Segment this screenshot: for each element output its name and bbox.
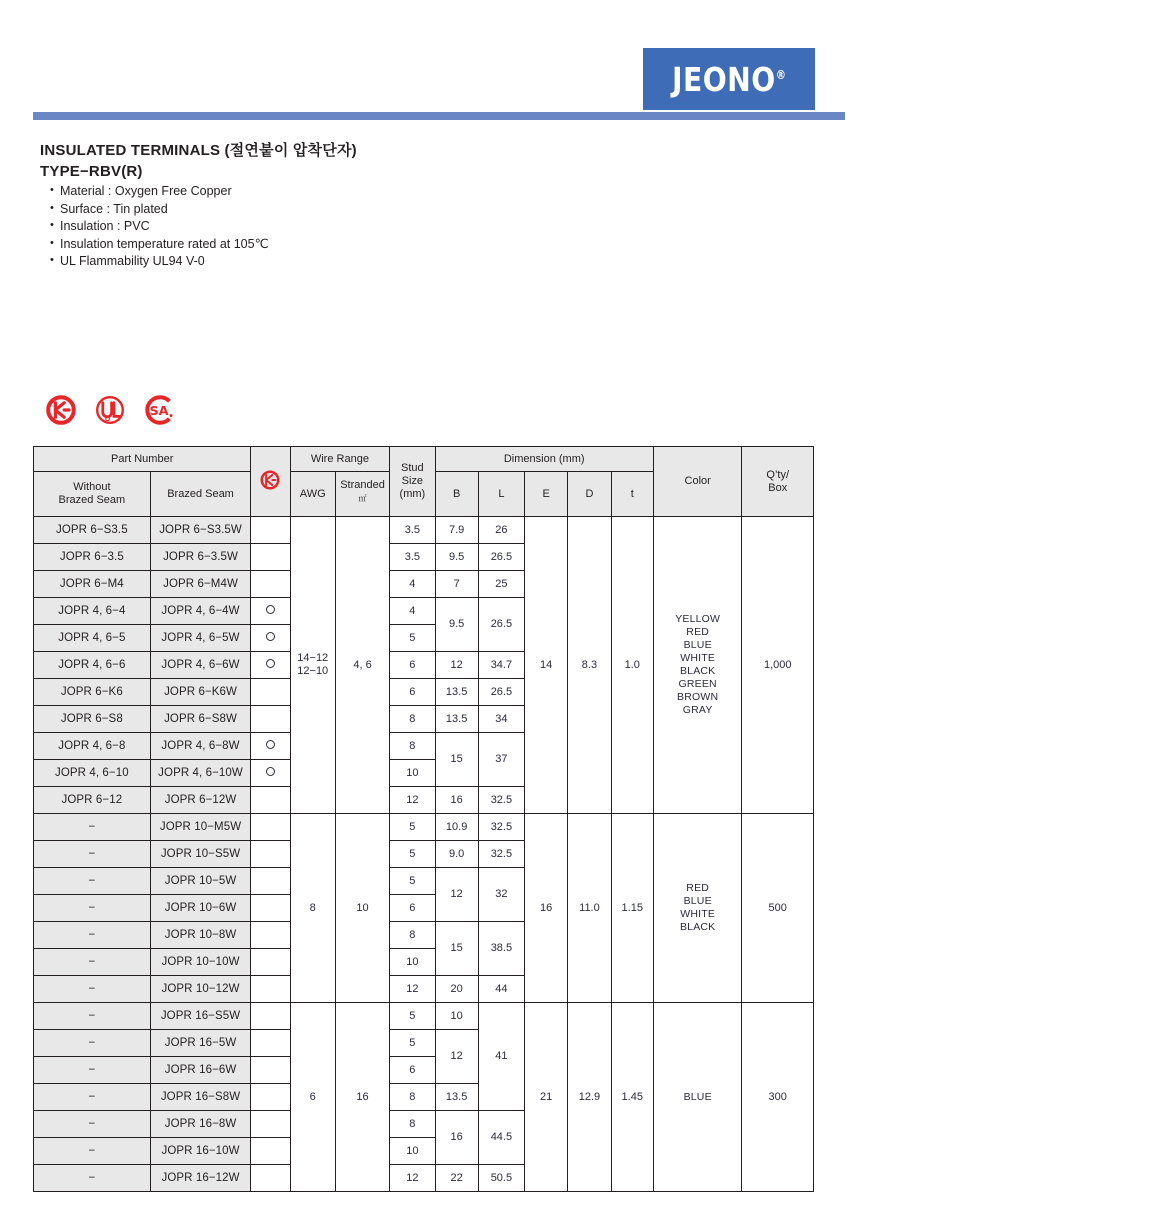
- color-name: BROWN: [677, 691, 719, 703]
- column-header-part-number: Part Number: [34, 447, 251, 472]
- cell-dim-l: 50.5: [478, 1165, 524, 1192]
- cell-k-mark: [251, 571, 290, 598]
- cell-stud-size: 5: [390, 814, 435, 841]
- cell-brazed-seam: JOPR 4, 6−10W: [150, 760, 251, 787]
- cell-without-brazed-seam: −: [34, 1057, 151, 1084]
- cell-stud-size: 6: [390, 1057, 435, 1084]
- color-name: BLACK: [679, 665, 716, 677]
- cell-dim-b: 12: [435, 1030, 478, 1084]
- cell-dim-d: 11.0: [568, 814, 611, 1003]
- cell-brazed-seam: JOPR 16−8W: [150, 1111, 251, 1138]
- awg-line-2: 12−10: [297, 665, 329, 677]
- color-name: WHITE: [680, 908, 716, 920]
- ul-certification-icon: [94, 394, 126, 426]
- cell-without-brazed-seam: JOPR 6−K6: [34, 679, 151, 706]
- cell-dim-b: 20: [435, 976, 478, 1003]
- color-name: BLUE: [683, 639, 712, 651]
- column-header-awg: AWG: [290, 472, 335, 517]
- k-mark-icon: [259, 469, 281, 491]
- cell-without-brazed-seam: −: [34, 1165, 151, 1192]
- cell-dim-b: 13.5: [435, 706, 478, 733]
- cell-stud-size: 10: [390, 949, 435, 976]
- cell-dim-l: 37: [478, 733, 524, 787]
- without-brazed-line-1: Without: [73, 481, 111, 493]
- cell-stud-size: 8: [390, 706, 435, 733]
- cell-k-mark: [251, 679, 290, 706]
- cell-brazed-seam: JOPR 10−5W: [150, 868, 251, 895]
- cell-without-brazed-seam: JOPR 4, 6−6: [34, 652, 151, 679]
- cell-dim-l: 32.5: [478, 841, 524, 868]
- cell-dim-b: 9.5: [435, 598, 478, 652]
- cell-dim-l: 41: [478, 1003, 524, 1111]
- color-name: GREEN: [678, 678, 717, 690]
- spec-bullet-list: [40, 183, 680, 271]
- cell-k-mark: [251, 895, 290, 922]
- cell-without-brazed-seam: JOPR 4, 6−4: [34, 598, 151, 625]
- cell-stud-size: 10: [390, 1138, 435, 1165]
- cell-dim-l: 44.5: [478, 1111, 524, 1165]
- cell-without-brazed-seam: −: [34, 1111, 151, 1138]
- cell-dim-l: 25: [478, 571, 524, 598]
- cell-without-brazed-seam: JOPR 4, 6−10: [34, 760, 151, 787]
- cell-brazed-seam: JOPR 6−K6W: [150, 679, 251, 706]
- cell-without-brazed-seam: JOPR 4, 6−8: [34, 733, 151, 760]
- cell-dim-l: 32.5: [478, 787, 524, 814]
- cell-dim-l: 34: [478, 706, 524, 733]
- awg-line-1: 8: [309, 901, 316, 914]
- cell-dim-l: 26.5: [478, 598, 524, 652]
- k-mark-circle-icon: [266, 605, 275, 614]
- cell-color: [653, 814, 742, 1003]
- list-item: • Surface : Tin plated: [50, 201, 680, 219]
- cell-dim-b: 9.5: [435, 544, 478, 571]
- cell-without-brazed-seam: JOPR 6−S3.5: [34, 517, 151, 544]
- cell-dim-t: 1.0: [611, 517, 653, 814]
- list-item: • UL Flammability UL94 V-0: [50, 253, 680, 271]
- cell-awg: [290, 517, 335, 814]
- cell-without-brazed-seam: −: [34, 841, 151, 868]
- cell-dim-d: 8.3: [568, 517, 611, 814]
- cell-dim-b: 16: [435, 787, 478, 814]
- column-header-dim-e: E: [525, 472, 568, 517]
- cell-qty-box: 500: [742, 814, 814, 1003]
- cell-k-mark: [251, 1138, 290, 1165]
- cell-dim-l: 34.7: [478, 652, 524, 679]
- cell-brazed-seam: JOPR 4, 6−8W: [150, 733, 251, 760]
- stud-size-line-2: Size: [401, 475, 424, 487]
- k-mark-circle-icon: [266, 632, 275, 641]
- cell-without-brazed-seam: −: [34, 1030, 151, 1057]
- cell-qty-box: 300: [742, 1003, 814, 1192]
- cell-dim-l: 44: [478, 976, 524, 1003]
- cell-dim-l: 32.5: [478, 814, 524, 841]
- cell-stud-size: 5: [390, 1003, 435, 1030]
- cell-dim-b: 16: [435, 1111, 478, 1165]
- csa-certification-icon: [143, 394, 175, 426]
- list-item: • Material : Oxygen Free Copper: [50, 183, 680, 201]
- cell-brazed-seam: JOPR 10−M5W: [150, 814, 251, 841]
- cell-brazed-seam: JOPR 4, 6−6W: [150, 652, 251, 679]
- column-header-without-brazed-seam: [34, 472, 151, 517]
- specification-table: [33, 446, 814, 1192]
- cell-dim-b: 13.5: [435, 679, 478, 706]
- cell-without-brazed-seam: JOPR 4, 6−5: [34, 625, 151, 652]
- color-name: WHITE: [680, 652, 716, 664]
- column-header-dim-t: t: [611, 472, 653, 517]
- color-name: RED: [686, 626, 710, 638]
- cell-k-mark: [251, 814, 290, 841]
- cell-stud-size: 8: [390, 922, 435, 949]
- column-header-qty-box: [742, 447, 814, 517]
- cell-k-mark: [251, 1165, 290, 1192]
- cell-stranded: 10: [335, 814, 389, 1003]
- cell-color: [653, 1003, 742, 1192]
- color-name: RED: [686, 882, 710, 894]
- cell-stranded: 16: [335, 1003, 389, 1192]
- cell-brazed-seam: JOPR 16−5W: [150, 1030, 251, 1057]
- cell-without-brazed-seam: −: [34, 895, 151, 922]
- cell-dim-b: 9.0: [435, 841, 478, 868]
- table-row: [34, 814, 814, 841]
- cell-k-mark: [251, 733, 290, 760]
- stud-size-line-3: (mm): [399, 488, 426, 500]
- color-name: YELLOW: [675, 613, 721, 625]
- color-name: BLUE: [683, 895, 712, 907]
- cell-without-brazed-seam: −: [34, 949, 151, 976]
- cell-dim-e: 14: [525, 517, 568, 814]
- cell-dim-b: 13.5: [435, 1084, 478, 1111]
- cell-brazed-seam: JOPR 6−S3.5W: [150, 517, 251, 544]
- cell-brazed-seam: JOPR 4, 6−4W: [150, 598, 251, 625]
- cell-brazed-seam: JOPR 16−10W: [150, 1138, 251, 1165]
- cell-stud-size: 6: [390, 652, 435, 679]
- cell-brazed-seam: JOPR 10−6W: [150, 895, 251, 922]
- table-row: [34, 1003, 814, 1030]
- cell-dim-b: 7: [435, 571, 478, 598]
- cell-color: [653, 517, 742, 814]
- color-name: BLUE: [683, 1090, 712, 1103]
- list-item: • Insulation temperature rated at 105℃: [50, 236, 680, 254]
- cell-k-mark: [251, 868, 290, 895]
- cell-brazed-seam: JOPR 10−8W: [150, 922, 251, 949]
- cell-k-mark: [251, 787, 290, 814]
- column-header-dimension: Dimension (mm): [435, 447, 653, 472]
- cell-brazed-seam: JOPR 16−S5W: [150, 1003, 251, 1030]
- cell-without-brazed-seam: −: [34, 868, 151, 895]
- cell-without-brazed-seam: −: [34, 1138, 151, 1165]
- column-header-dim-b: B: [435, 472, 478, 517]
- cell-dim-b: 22: [435, 1165, 478, 1192]
- cell-dim-l: 26: [478, 517, 524, 544]
- registered-trademark-icon: ®: [775, 67, 787, 82]
- color-name: GRAY: [682, 704, 713, 716]
- table-header: [34, 447, 814, 517]
- awg-line-1: 6: [309, 1090, 316, 1103]
- qty-box-line-1: Q’ty/: [766, 468, 790, 481]
- cell-k-mark: [251, 1057, 290, 1084]
- cell-k-mark: [251, 652, 290, 679]
- stranded-unit: ㎡: [358, 493, 367, 503]
- cell-dim-l: 26.5: [478, 679, 524, 706]
- cell-k-mark: [251, 1030, 290, 1057]
- cell-stud-size: 5: [390, 841, 435, 868]
- cell-stud-size: 5: [390, 625, 435, 652]
- cell-qty-box: 1,000: [742, 517, 814, 814]
- cell-brazed-seam: JOPR 6−S8W: [150, 706, 251, 733]
- cell-k-mark: [251, 544, 290, 571]
- awg-line-1: 14−12: [297, 652, 329, 664]
- k-mark-circle-icon: [266, 740, 275, 749]
- cell-without-brazed-seam: −: [34, 814, 151, 841]
- cell-k-mark: [251, 598, 290, 625]
- cell-stud-size: 6: [390, 895, 435, 922]
- color-name: BLACK: [679, 921, 716, 933]
- cell-without-brazed-seam: JOPR 6−3.5: [34, 544, 151, 571]
- cell-without-brazed-seam: JOPR 6−M4: [34, 571, 151, 598]
- cell-brazed-seam: JOPR 16−S8W: [150, 1084, 251, 1111]
- cell-stud-size: 12: [390, 787, 435, 814]
- cell-brazed-seam: JOPR 10−12W: [150, 976, 251, 1003]
- column-header-dim-l: L: [478, 472, 524, 517]
- certification-marks-row: [45, 394, 175, 426]
- cell-k-mark: [251, 706, 290, 733]
- cell-k-mark: [251, 1003, 290, 1030]
- without-brazed-line-2: Brazed Seam: [58, 494, 126, 506]
- cell-dim-b: 10.9: [435, 814, 478, 841]
- cell-brazed-seam: JOPR 6−3.5W: [150, 544, 251, 571]
- table-header-row-1: [34, 447, 814, 472]
- stud-size-line-1: Stud: [401, 462, 424, 474]
- cell-dim-b: 12: [435, 652, 478, 679]
- cell-k-mark: [251, 841, 290, 868]
- column-header-color: Color: [653, 447, 742, 517]
- cell-dim-e: 21: [525, 1003, 568, 1192]
- cell-brazed-seam: JOPR 10−S5W: [150, 841, 251, 868]
- cell-brazed-seam: JOPR 10−10W: [150, 949, 251, 976]
- cell-k-mark: [251, 625, 290, 652]
- cell-stranded: 4, 6: [335, 517, 389, 814]
- cell-dim-t: 1.15: [611, 814, 653, 1003]
- product-spec-block: [40, 140, 680, 271]
- cell-dim-b: 7.9: [435, 517, 478, 544]
- cell-k-mark: [251, 517, 290, 544]
- cell-k-mark: [251, 922, 290, 949]
- table-row: [34, 517, 814, 544]
- cell-dim-e: 16: [525, 814, 568, 1003]
- cell-without-brazed-seam: −: [34, 1003, 151, 1030]
- cell-stud-size: 12: [390, 976, 435, 1003]
- cell-dim-l: 32: [478, 868, 524, 922]
- cell-brazed-seam: JOPR 4, 6−5W: [150, 625, 251, 652]
- cell-dim-b: 15: [435, 922, 478, 976]
- cell-without-brazed-seam: JOPR 6−12: [34, 787, 151, 814]
- column-header-stud-size: [390, 447, 435, 517]
- k-mark-circle-icon: [266, 659, 275, 668]
- brand-logo: [643, 48, 815, 110]
- cell-stud-size: 10: [390, 760, 435, 787]
- cell-dim-l: 26.5: [478, 544, 524, 571]
- cell-stud-size: 8: [390, 1111, 435, 1138]
- cell-dim-b: 15: [435, 733, 478, 787]
- cell-without-brazed-seam: −: [34, 922, 151, 949]
- brand-logo-text: [671, 59, 787, 99]
- cell-stud-size: 4: [390, 598, 435, 625]
- brand-name: JEONO: [671, 59, 776, 99]
- k-mark-circle-icon: [266, 767, 275, 776]
- page-title: INSULATED TERMINALS (절연붙이 압착단자): [40, 142, 357, 159]
- svg-text:SA: SA: [149, 403, 169, 419]
- product-type-label: TYPE−RBV(R): [40, 163, 143, 180]
- cell-stud-size: 4: [390, 571, 435, 598]
- cell-k-mark: [251, 760, 290, 787]
- cell-brazed-seam: JOPR 16−12W: [150, 1165, 251, 1192]
- cell-awg: [290, 814, 335, 1003]
- cell-stud-size: 3.5: [390, 544, 435, 571]
- cell-stud-size: 5: [390, 868, 435, 895]
- column-header-dim-d: D: [568, 472, 611, 517]
- cell-stud-size: 3.5: [390, 517, 435, 544]
- cell-without-brazed-seam: −: [34, 976, 151, 1003]
- qty-box-line-2: Box: [768, 481, 788, 494]
- cell-brazed-seam: JOPR 6−12W: [150, 787, 251, 814]
- column-header-brazed-seam: Brazed Seam: [150, 472, 251, 517]
- column-header-stranded: [335, 472, 389, 517]
- cell-stud-size: 8: [390, 733, 435, 760]
- cell-without-brazed-seam: −: [34, 1084, 151, 1111]
- specification-table-container: [33, 446, 814, 1192]
- cell-k-mark: [251, 1111, 290, 1138]
- cell-stud-size: 5: [390, 1030, 435, 1057]
- table-body: [34, 517, 814, 1192]
- cell-dim-b: 10: [435, 1003, 478, 1030]
- stranded-label: Stranded: [340, 478, 385, 491]
- cell-brazed-seam: JOPR 6−M4W: [150, 571, 251, 598]
- header-divider-rule: [33, 112, 845, 120]
- k-mark-certification-icon: [45, 394, 77, 426]
- column-header-wire-range: Wire Range: [290, 447, 390, 472]
- cell-stud-size: 8: [390, 1084, 435, 1111]
- cell-dim-t: 1.45: [611, 1003, 653, 1192]
- cell-dim-d: 12.9: [568, 1003, 611, 1192]
- cell-dim-b: 12: [435, 868, 478, 922]
- cell-stud-size: 6: [390, 679, 435, 706]
- column-header-k-mark: [251, 447, 290, 517]
- cell-brazed-seam: JOPR 16−6W: [150, 1057, 251, 1084]
- cell-k-mark: [251, 949, 290, 976]
- cell-dim-l: 38.5: [478, 922, 524, 976]
- cell-k-mark: [251, 976, 290, 1003]
- list-item: • Insulation : PVC: [50, 218, 680, 236]
- cell-stud-size: 12: [390, 1165, 435, 1192]
- cell-k-mark: [251, 1084, 290, 1111]
- cell-without-brazed-seam: JOPR 6−S8: [34, 706, 151, 733]
- cell-awg: [290, 1003, 335, 1192]
